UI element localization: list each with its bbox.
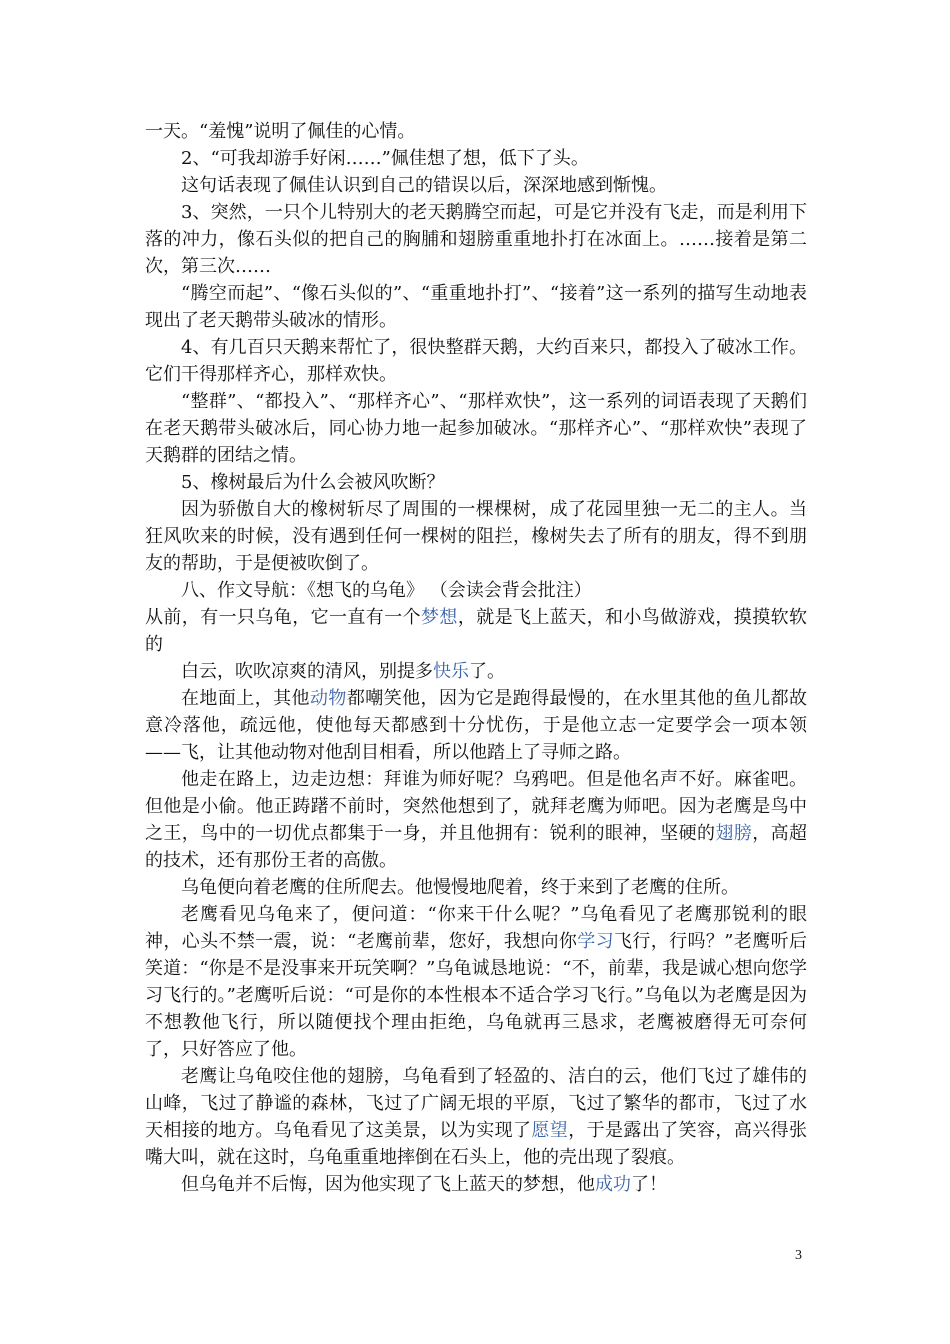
text-run: 这句话表现了佩佳认识到自己的错误以后，深深地感到惭愧。 [181, 175, 667, 196]
paragraph-9 [145, 496, 807, 577]
paragraph-16 [145, 901, 807, 1063]
page-number: 3 [795, 1248, 802, 1263]
paragraph-4 [145, 199, 807, 280]
text-run: 了。 [469, 661, 505, 682]
text-run: 但乌龟并不后悔，因为他实现了飞上蓝天的梦想，他 [181, 1174, 595, 1195]
paragraph-2 [145, 145, 807, 172]
text-run: 在地面上，其他 [181, 688, 310, 709]
text-run: 都嘲笑他，因为它是跑得最慢的，在水里其他的鱼儿都故意冷落他，疏远他，使他每天都感到十分忧伤，于是他立志一定要学会一项本领——飞，让其他动物对他刮目相看，所以他踏上了寻师之路。 [145, 688, 808, 763]
text-run: 乌龟便向着老鹰的住所爬去。他慢慢地爬着，终于来到了老鹰的住所。 [181, 877, 739, 898]
text-run: 老鹰让乌龟咬住他的翅膀，乌龟看到了轻盈的、洁白的云，他们飞过了雄伟的山峰，飞过了静谧的森林，飞过了广阔无垠的平原，飞过了繁华的都市，飞过了水天相接的地方。乌龟看见了这美景，以为实现了 [145, 1066, 807, 1141]
paragraph-14 [145, 766, 807, 874]
paragraph-17 [145, 1063, 807, 1171]
paragraph-15 [145, 874, 807, 901]
paragraph-5 [145, 280, 807, 334]
paragraph-1 [145, 118, 807, 145]
paragraph-11 [145, 604, 807, 658]
text-run: 从前，有一只乌龟，它一直有一个 [145, 607, 421, 628]
text-run: 白云，吹吹凉爽的清风，别提多 [181, 661, 433, 682]
text-run: 了！ [631, 1174, 667, 1195]
text-run: ，高超的技术，还有那份王者的高傲。 [145, 823, 808, 871]
linked-word[interactable]: 动物 [309, 688, 347, 709]
linked-word[interactable]: 梦想 [421, 607, 458, 628]
paragraph-12 [145, 658, 807, 685]
paragraph-8 [145, 469, 807, 496]
paragraph-6 [145, 334, 807, 388]
text-run: “整群”、“都投入”、“那样齐心”、“那样欢快”，这一系列的词语表现了天鹅们在老天鹅带头破冰后，同心协力地一起参加破冰。“那样齐心”、“那样欢快”表现了天鹅群的团结之情。 [145, 391, 807, 466]
text-run: 八、作文导航：《想飞的乌龟》 （会读会背会批注） [181, 580, 592, 601]
text-run: ，就是飞上蓝天，和小鸟做游戏，摸摸软软的 [145, 607, 808, 655]
text-run: 3、突然，一只个儿特别大的老天鹅腾空而起，可是它并没有飞走，而是利用下落的冲力，像石头似的把自己的胸脯和翅膀重重地扑打在冰面上。……接着是第二次，第三次…… [145, 202, 807, 277]
text-run: 2、“可我却游手好闲……”佩佳想了想，低下了头。 [181, 148, 589, 169]
text-run: 4、有几百只天鹅来帮忙了，很快整群天鹅，大约百来只，都投入了破冰工作。它们干得那样齐心，那样欢快。 [145, 337, 807, 385]
paragraph-7 [145, 388, 807, 469]
text-run: 一天。“羞愧”说明了佩佳的心情。 [145, 121, 416, 142]
paragraph-10 [145, 577, 807, 604]
linked-word[interactable]: 愿望 [531, 1120, 569, 1141]
paragraph-13 [145, 685, 807, 766]
text-run: 因为骄傲自大的橡树斩尽了周围的一棵棵树，成了花园里独一无二的主人。当狂风吹来的时候，没有遇到任何一棵树的阻拦，橡树失去了所有的朋友，得不到朋友的帮助，于是便被吹倒了。 [145, 499, 807, 574]
document-body [145, 118, 807, 1198]
text-run: 他走在路上，边走边想：拜谁为师好呢？乌鸦吧。但是他名声不好。麻雀吧。但他是小偷。他正踌躇不前时，突然他想到了，就拜老鹰为师吧。因为老鹰是鸟中之王，鸟中的一切优点都集于一身，并且他拥有：锐利的眼神，坚硬的 [145, 769, 807, 844]
text-run: “腾空而起”、“像石头似的”、“重重地扑打”、“接着”这一系列的描写生动地表现出了老天鹅带头破冰的情形。 [145, 283, 807, 331]
text-run: ，于是露出了笑容，高兴得张嘴大叫，就在这时，乌龟重重地摔倒在石头上，他的壳出现了裂痕。 [145, 1120, 808, 1168]
paragraph-3 [145, 172, 807, 199]
linked-word[interactable]: 学习 [577, 931, 615, 952]
text-run: 5、橡树最后为什么会被风吹断？ [181, 472, 445, 493]
linked-word[interactable]: 翅膀 [715, 823, 753, 844]
linked-word[interactable]: 成功 [595, 1174, 631, 1195]
text-run: 老鹰看见乌龟来了，便问道：“你来干什么呢？”乌龟看见了老鹰那锐利的眼神，心头不禁一震，说：“老鹰前辈，您好，我想向你 [145, 904, 807, 952]
linked-word[interactable]: 快乐 [433, 661, 469, 682]
text-run: 飞行，行吗？”老鹰听后笑道：“你是不是没事来开玩笑啊？”乌龟诚恳地说：“不，前辈，我是诚心想向您学习飞行的。”老鹰听后说：“可是你的本性根本不适合学习飞行。”乌龟以为老鹰是因为不想教他飞行，所以随便找个理由拒绝，乌龟就再三恳求，老鹰被磨得无可奈何了，只好答应了他。 [145, 931, 808, 1060]
paragraph-18 [145, 1171, 807, 1198]
